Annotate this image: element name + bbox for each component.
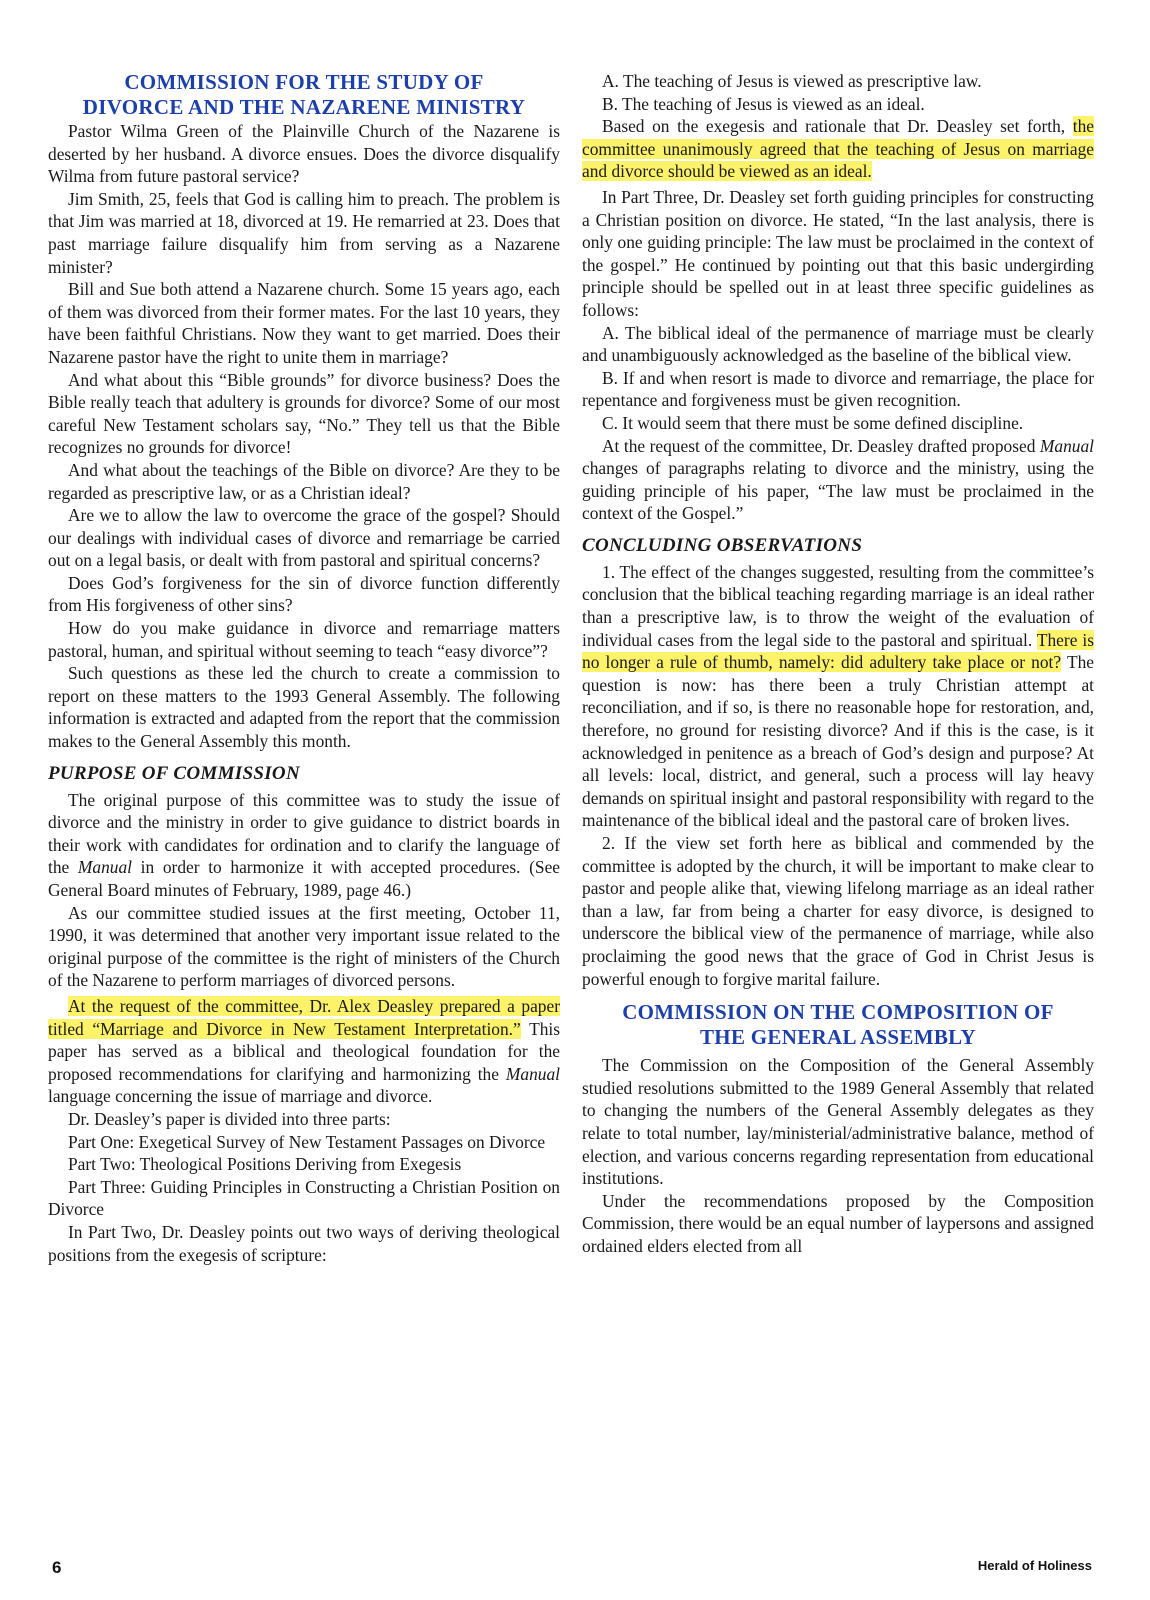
- right-column: [582, 70, 1094, 1258]
- paragraph: Part Two: Theological Positions Deriving from Exegesis: [68, 1154, 462, 1175]
- paragraph: B. The teaching of Jesus is viewed as an ideal.: [602, 93, 925, 114]
- left-column: [48, 70, 560, 1266]
- paragraph: As our committee studied issues at the first meeting, October 11, 1990, it was determined that another very important issue related to the original purpose of the committee is the right of ministers of the Church of the Nazarene to perform marriages of divorced persons.: [48, 902, 560, 991]
- subheading-concluding: CONCLUDING OBSERVATIONS: [582, 534, 863, 556]
- text-run: in order to harmonize it with accepted procedures. (See General Board minutes of February, 1989, page 46.): [48, 857, 561, 900]
- paragraph: Jim Smith, 25, feels that God is calling him to preach. The problem is that Jim was married at 18, divorced at 19. He remarried at 23. Does that past marriage failure disqualify him from serving as a Nazarene minister?: [48, 188, 560, 277]
- text-run: The original purpose of this committee was to study the issue of divorce and the ministry in order to give guidance to district boards in their work with candidates for ordination and to clarify the language of the: [48, 789, 560, 878]
- paragraph: B. If and when resort is made to divorce and remarriage, the place for repentance and forgiveness must be given recognition.: [582, 367, 1094, 411]
- paragraph: Under the recommendations proposed by the Composition Commission, there would be an equal number of laypersons and assigned ordained elders elected from all: [582, 1190, 1094, 1256]
- text-run: The question is now: has there been a truly Christian attempt at reconciliation, and if so, is there no reasonable hope for restoration, and, therefore, no ground for resisting divorce? And if this is the case, is it acknowledged in penitence as a breach of God’s design and purpose? At all levels: local, district, and general, such a process will lay heavy demands on spiritual insight and pastoral responsibility with regard to the maintenance of the biblical ideal and the pastoral care of broken lives.: [582, 652, 1094, 831]
- text-run: At the request of the committee, Dr. Deasley drafted proposed: [602, 435, 1040, 456]
- paragraph: How do you make guidance in divorce and remarriage matters pastoral, human, and spiritual without seeming to teach “easy divorce”?: [48, 618, 560, 661]
- paragraph: Part Three: Guiding Principles in Constructing a Christian Position on Divorce: [48, 1176, 560, 1220]
- text-run: language concerning the issue of marriage and divorce.: [48, 1086, 433, 1107]
- paragraph: In Part Two, Dr. Deasley points out two ways of deriving theological positions from the exegesis of scripture:: [48, 1221, 560, 1265]
- text-run: changes of paragraphs relating to divorce and the ministry, using the guiding principle of his paper, “The law must be proclaimed in the context of the Gospel.”: [582, 458, 1094, 524]
- text-run: 1. The effect of the changes suggested, resulting from the committee’s conclusion that the biblical teaching regarding marriage is an ideal rather than a prescriptive law, is to throw the weight of the evaluation of individual cases from the legal side to the pastoral and spiritual.: [582, 561, 1094, 650]
- paragraph: Does God’s forgiveness for the sin of divorce function differently from His forgiveness of other sins?: [48, 572, 560, 616]
- paragraph: And what about this “Bible grounds” for divorce business? Does the Bible really teach that adultery is grounds for divorce? Some of our most careful New Testament scholars say, “No.” They tell us that the Bible recognizes no grounds for divorce!: [48, 369, 560, 458]
- article-title-line-1: COMMISSION FOR THE STUDY OF: [124, 70, 484, 94]
- highlighted-text: At the request of the committee, Dr. Alex Deasley prepared a paper titled “Marriage and Divorce in New Testament Interpretation.”: [48, 995, 560, 1039]
- paragraph: A. The teaching of Jesus is viewed as prescriptive law.: [602, 71, 982, 91]
- manual-italic: Manual: [1039, 435, 1094, 456]
- manual-italic: Manual: [77, 857, 133, 878]
- highlighted-text: the committee unanimously agreed that the teaching of Jesus on marriage and divorce should be viewed as an ideal.: [582, 116, 1094, 182]
- paragraph: [48, 995, 560, 1108]
- subheading-purpose: PURPOSE OF COMMISSION: [48, 762, 300, 784]
- paragraph: Pastor Wilma Green of the Plainville Church of the Nazarene is deserted by her husband. A divorce ensues. Does the divorce disqualify Wilma from future pastoral service?: [48, 121, 560, 187]
- paragraph: Bill and Sue both attend a Nazarene church. Some 15 years ago, each of them was divorced from their former mates. For the last 10 years, they have been faithful Christians. Now they want to get married. Does their Nazarene pastor have the right to unite them in marriage?: [48, 279, 560, 367]
- article-title-line-2: DIVORCE AND THE NAZARENE MINISTRY: [82, 95, 526, 119]
- paragraph: The Commission on the Composition of the General Assembly studied resolutions submitted to the 1989 General Assembly that related to changing the numbers of the General Assembly delegates as they relate to total number, lay/ministerial/administrative balance, method of election, and various concerns regarding representation from educational institutions.: [582, 1055, 1094, 1189]
- section-title-line-1: COMMISSION ON THE COMPOSITION OF: [622, 1000, 1054, 1025]
- paragraph: A. The biblical ideal of the permanence of marriage must be clearly and unambiguously acknowledged as the baseline of the biblical view.: [582, 322, 1094, 366]
- article-title: [48, 70, 560, 120]
- paragraph: And what about the teachings of the Bible on divorce? Are they to be regarded as prescriptive law, or as a Christian ideal?: [48, 459, 560, 503]
- page-number: 6: [52, 1558, 62, 1577]
- paragraph: Part One: Exegetical Survey of New Testament Passages on Divorce: [68, 1131, 546, 1152]
- paragraph: [582, 435, 1094, 525]
- paragraph: In Part Three, Dr. Deasley set forth guiding principles for constructing a Christian position on divorce. He stated, “In the last analysis, there is only one guiding principle: The law must be proclaimed in the context of the gospel.” He continued by pointing out that this basic undergirding principle should be spelled out in at least three specific guidelines as follows:: [582, 186, 1094, 320]
- paragraph: C. It would seem that there must be some defined discipline.: [602, 412, 1024, 433]
- manual-italic: Manual: [505, 1063, 560, 1084]
- text-run: This paper has served as a biblical and theological foundation for the proposed recommendations for clarifying and harmonizing the: [48, 1018, 561, 1084]
- section-title-composition: [582, 1000, 1094, 1050]
- paragraph: Are we to allow the law to overcome the grace of the gospel? Should our dealings with individual cases of divorce and remarriage be carried out on a legal basis, or dealt with from pastoral and spiritual concerns?: [48, 505, 560, 571]
- paragraph: [48, 789, 560, 902]
- paragraph: Dr. Deasley’s paper is divided into three parts:: [68, 1108, 391, 1129]
- highlighted-text: There is no longer a rule of thumb, namely: did adultery take place or not?: [582, 629, 1094, 673]
- section-title-line-2: THE GENERAL ASSEMBLY: [700, 1025, 976, 1050]
- paragraph: [582, 561, 1094, 832]
- text-run: Based on the exegesis and rationale that Dr. Deasley set forth,: [602, 116, 1073, 137]
- paragraph: Such questions as these led the church to create a commission to report on these matters to the 1993 General Assembly. The following information is extracted and adapted from the report that the commission makes to the General Assembly this month.: [48, 663, 560, 752]
- paragraph: [582, 115, 1094, 183]
- paragraph: 2. If the view set forth here as biblical and commended by the committee is adopted by the church, it will be important to make clear to pastor and people alike that, viewing lifelong marriage as an ideal rather than a law, far from being a charter for easy divorce, is designed to underscore the biblical view of the permanence of marriage, while also proclaiming the good news that the grace of God in Christ Jesus is powerful enough to forgive marital failure.: [582, 833, 1094, 989]
- publication-name: Herald of Holiness: [977, 1558, 1092, 1573]
